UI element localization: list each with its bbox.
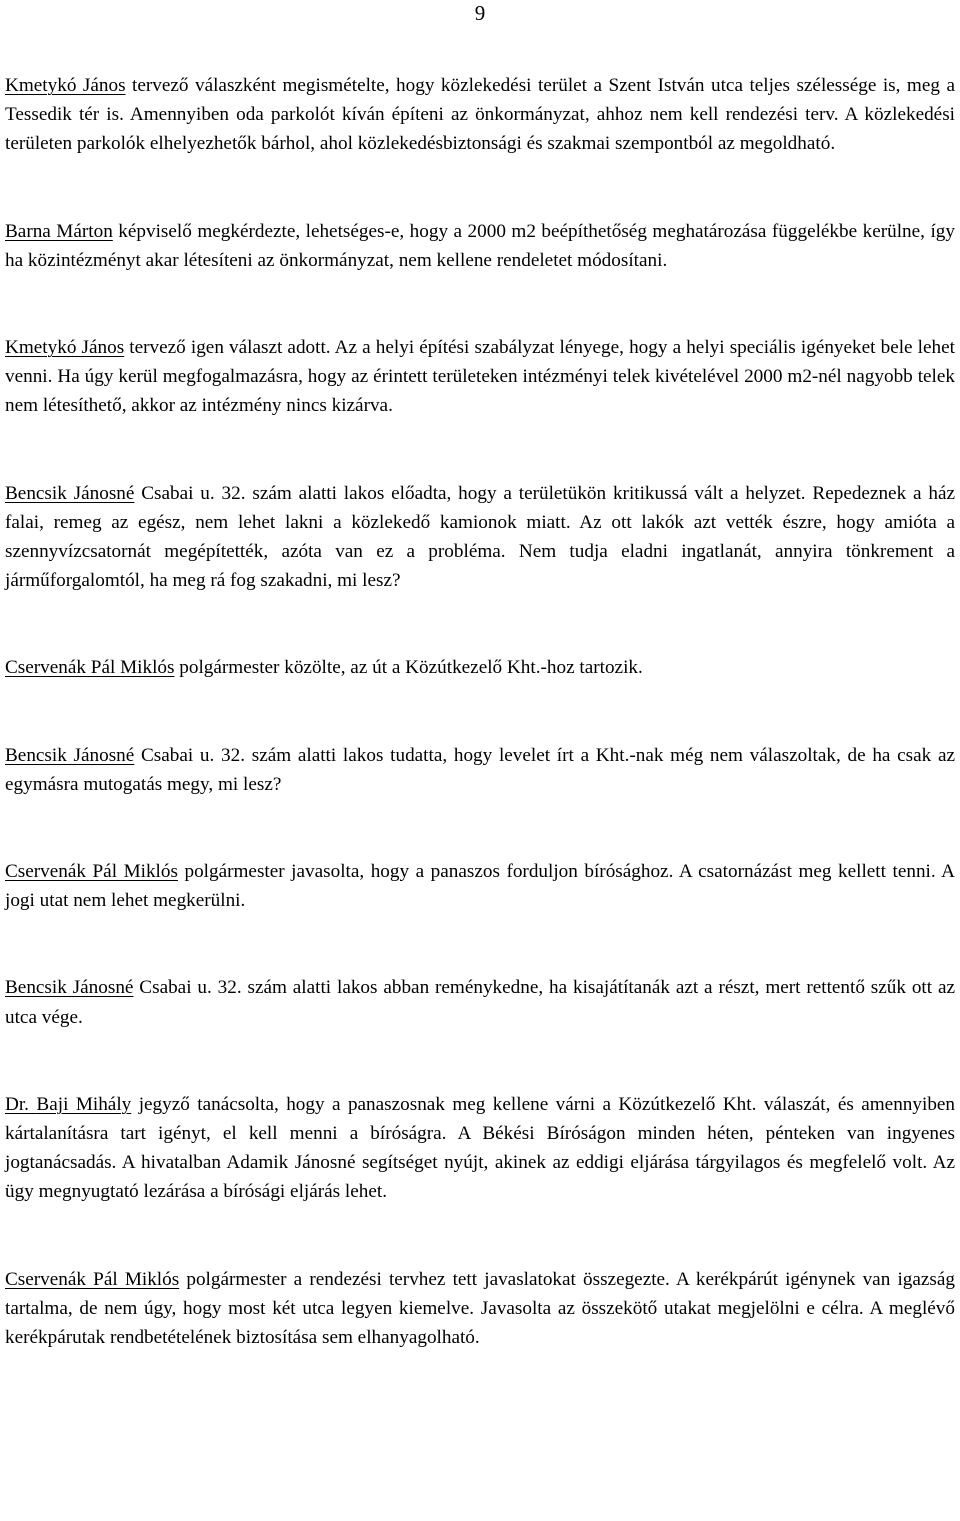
paragraph-gap [5,683,955,741]
speaker-name: Cservenák Pál Miklós [5,657,175,679]
paragraph-text: Csabai u. 32. szám alatti lakos abban reménykedne, ha kisajátítanák azt a részt, mert rettentő szűk ott az utca vége. [5,977,955,1028]
paragraph-gap [5,159,955,217]
paragraph-barna [5,217,955,275]
speaker-name: Bencsik Jánosné [5,482,135,504]
paragraph-kmetyko-2 [5,333,955,421]
speaker-name: Barna Márton [5,220,113,242]
speaker-name: Cservenák Pál Miklós [5,861,178,883]
paragraph-gap [5,799,955,857]
paragraph-text: polgármester közölte, az út a Közútkezelő Kht.-hoz tartozik. [174,657,643,679]
paragraph-gap [5,421,955,479]
paragraph-cservenak-3 [5,1265,955,1353]
paragraph-text: polgármester a rendezési tervhez tett javaslatokat összegezte. A kerékpárút igénynek van igazság tartalma, de nem úgy, hogy most két utca legyen kiemelve. Javasolta az összekötő utakat megjelölni e célra. A meglévő kerékpárutak rendbetételének biztosítása sem elhanyagolható. [5,1268,955,1349]
document-body [5,71,955,1352]
paragraph-gap [5,275,955,333]
paragraph-cservenak-1 [5,653,955,682]
speaker-name: Bencsik Jánosné [5,977,134,999]
page-number: 9 [474,1,486,25]
paragraph-baji [5,1090,955,1207]
paragraph-gap [5,595,955,653]
paragraph-gap [5,915,955,973]
paragraph-kmetyko-1 [5,71,955,159]
speaker-name: Bencsik Jánosné [5,744,135,766]
paragraph-text: tervező válaszként megismételte, hogy közlekedési terület a Szent István utca teljes szélessége is, meg a Tessedik tér is. Amennyiben oda parkolót kíván építeni az önkormányzat, ahhoz nem kell rendezési terv. A közlekedési területen parkolók elhelyezhetők bárhol, ahol közlekedésbiztonsági és szakmai szempontból az megoldható. [5,75,955,155]
paragraph-bencsik-2 [5,741,955,799]
paragraph-text: Csabai u. 32. szám alatti lakos tudatta, hogy levelet írt a Kht.-nak még nem válaszoltak, de ha csak az egymásra mutogatás megy, mi lesz? [5,744,955,795]
paragraph-gap [5,1207,955,1265]
paragraph-gap [5,1032,955,1090]
speaker-name: Cservenák Pál Miklós [5,1268,180,1290]
paragraph-text: tervező igen választ adott. Az a helyi építési szabályzat lényege, hogy a helyi speciális igényeket bele lehet venni. Ha úgy kerül megfogalmazásra, hogy az érintett területeken intézményi telek kivételével 2000 m2-nél nagyobb telek nem létesíthető, akkor az intézmény nincs kizárva. [5,337,955,417]
speaker-name: Kmetykó János [5,337,125,359]
speaker-name: Kmetykó János [5,75,126,96]
speaker-prefix: Dr. [5,1093,37,1115]
paragraph-text: képviselő megkérdezte, lehetséges-e, hogy a 2000 m2 beépíthetőség meghatározása függelékbe kerülne, így ha közintézményt akar létesíteni az önkormányzat, nem kellene rendeletet módosítani. [5,220,955,271]
paragraph-bencsik-3 [5,973,955,1031]
paragraph-cservenak-2 [5,857,955,915]
paragraph-bencsik-1 [5,479,955,596]
paragraph-text: polgármester javasolta, hogy a panaszos forduljon bírósághoz. A csatornázást meg kellett tenni. A jogi utat nem lehet megkerülni. [5,861,955,912]
speaker-name: Baji Mihály [36,1093,132,1115]
paragraph-text: jegyző tanácsolta, hogy a panaszosnak meg kellene várni a Közútkezelő Kht. válaszát, és amennyiben kártalanításra tart igényt, el kell menni a bíróságra. A Békési Bíróságon minden héten, pénteken van ingyenes jogtanácsadás. A hivatalban Adamik Jánosné segítséget nyújt, akinek az eddigi eljárása tárgyilagos és megfelelő volt. Az ügy megnyugtató lezárása a bírósági eljárás lehet. [5,1093,956,1203]
paragraph-text: Csabai u. 32. szám alatti lakos előadta, hogy a területükön kritikussá vált a helyzet. Repedeznek a ház falai, remeg az egész, nem lehet lakni a közlekedő kamionok miatt. Az ott lakók azt vették észre, hogy amióta a szennyvízcsatornát megépítették, azóta van ez a probléma. Nem tudja eladni ingatlanát, annyira tönkrement a járműforgalomtól, ha meg rá fog szakadni, mi lesz? [5,482,955,592]
